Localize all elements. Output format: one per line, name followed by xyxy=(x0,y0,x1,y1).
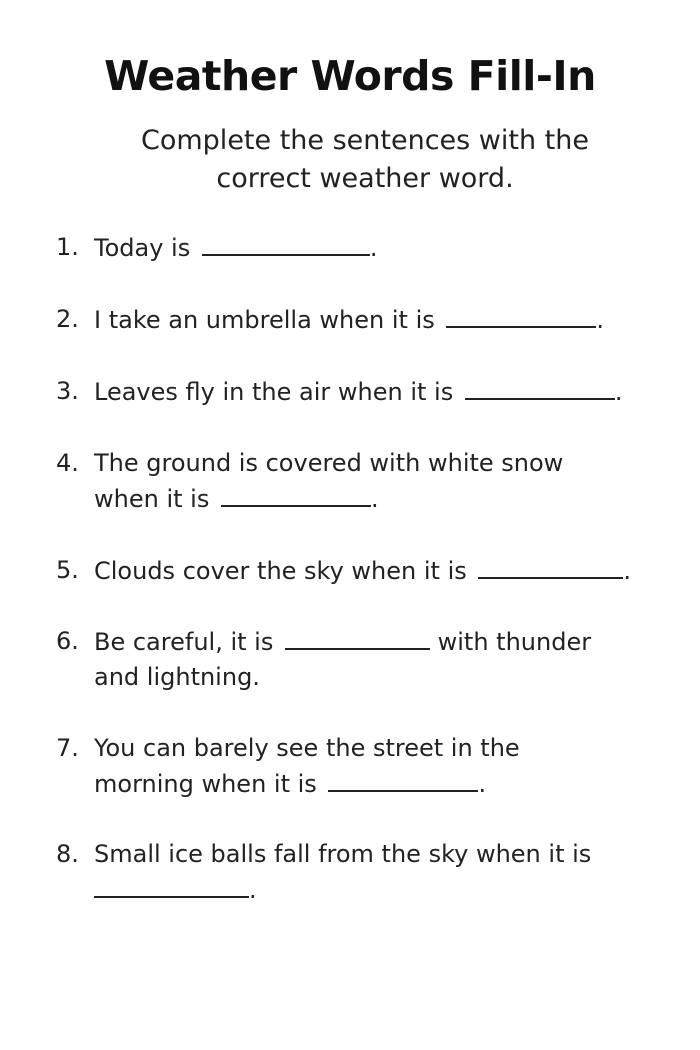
question-number: 5. xyxy=(56,556,79,584)
question-number: 4. xyxy=(56,449,79,477)
answer-blank[interactable] xyxy=(221,481,371,507)
answer-blank[interactable] xyxy=(465,374,615,400)
question-number: 8. xyxy=(56,840,79,868)
question-5 xyxy=(56,553,656,589)
question-6 xyxy=(56,624,656,695)
question-punctuation: . xyxy=(370,485,379,513)
question-punctuation: . xyxy=(369,234,378,262)
question-8 xyxy=(56,837,656,908)
question-number: 6. xyxy=(56,627,79,655)
question-text: Today is xyxy=(94,234,191,262)
question-1 xyxy=(56,230,656,266)
question-number: 3. xyxy=(56,377,79,405)
question-punctuation: . xyxy=(249,876,257,904)
question-punctuation: . xyxy=(596,306,605,334)
question-text-continued: when it is xyxy=(94,485,210,513)
question-text: Clouds cover the sky when it is xyxy=(94,557,467,585)
question-text: You can barely see the street in the xyxy=(94,734,520,762)
question-text: The ground is covered with white snow xyxy=(94,449,564,477)
question-text: I take an umbrella when it is xyxy=(94,306,435,334)
question-text: Leaves fly in the air when it is xyxy=(94,378,454,406)
question-2 xyxy=(56,302,656,338)
question-text-continued: and lightning. xyxy=(94,663,260,691)
question-punctuation: . xyxy=(478,770,487,798)
question-text-middle: with thunder xyxy=(437,628,592,656)
question-text-continued: morning when it is xyxy=(94,770,317,798)
question-number: 2. xyxy=(56,305,79,333)
question-text: Small ice balls fall from the sky when it is xyxy=(94,840,592,868)
question-punctuation: . xyxy=(623,557,632,585)
question-4 xyxy=(56,446,656,517)
question-number: 7. xyxy=(56,734,79,762)
answer-blank[interactable] xyxy=(446,302,596,328)
answer-blank[interactable] xyxy=(328,766,478,792)
question-number: 1. xyxy=(56,233,79,261)
answer-blank[interactable] xyxy=(478,553,623,579)
question-7 xyxy=(56,731,656,802)
question-punctuation: . xyxy=(614,378,623,406)
answer-blank[interactable] xyxy=(202,230,370,256)
answer-blank[interactable] xyxy=(94,872,249,898)
instructions: Complete the sentences with the correct weather word. xyxy=(141,125,589,194)
question-text: Be careful, it is xyxy=(94,628,274,656)
page-title: Weather Words Fill-In xyxy=(104,52,596,100)
answer-blank[interactable] xyxy=(285,624,430,650)
question-3 xyxy=(56,374,656,410)
